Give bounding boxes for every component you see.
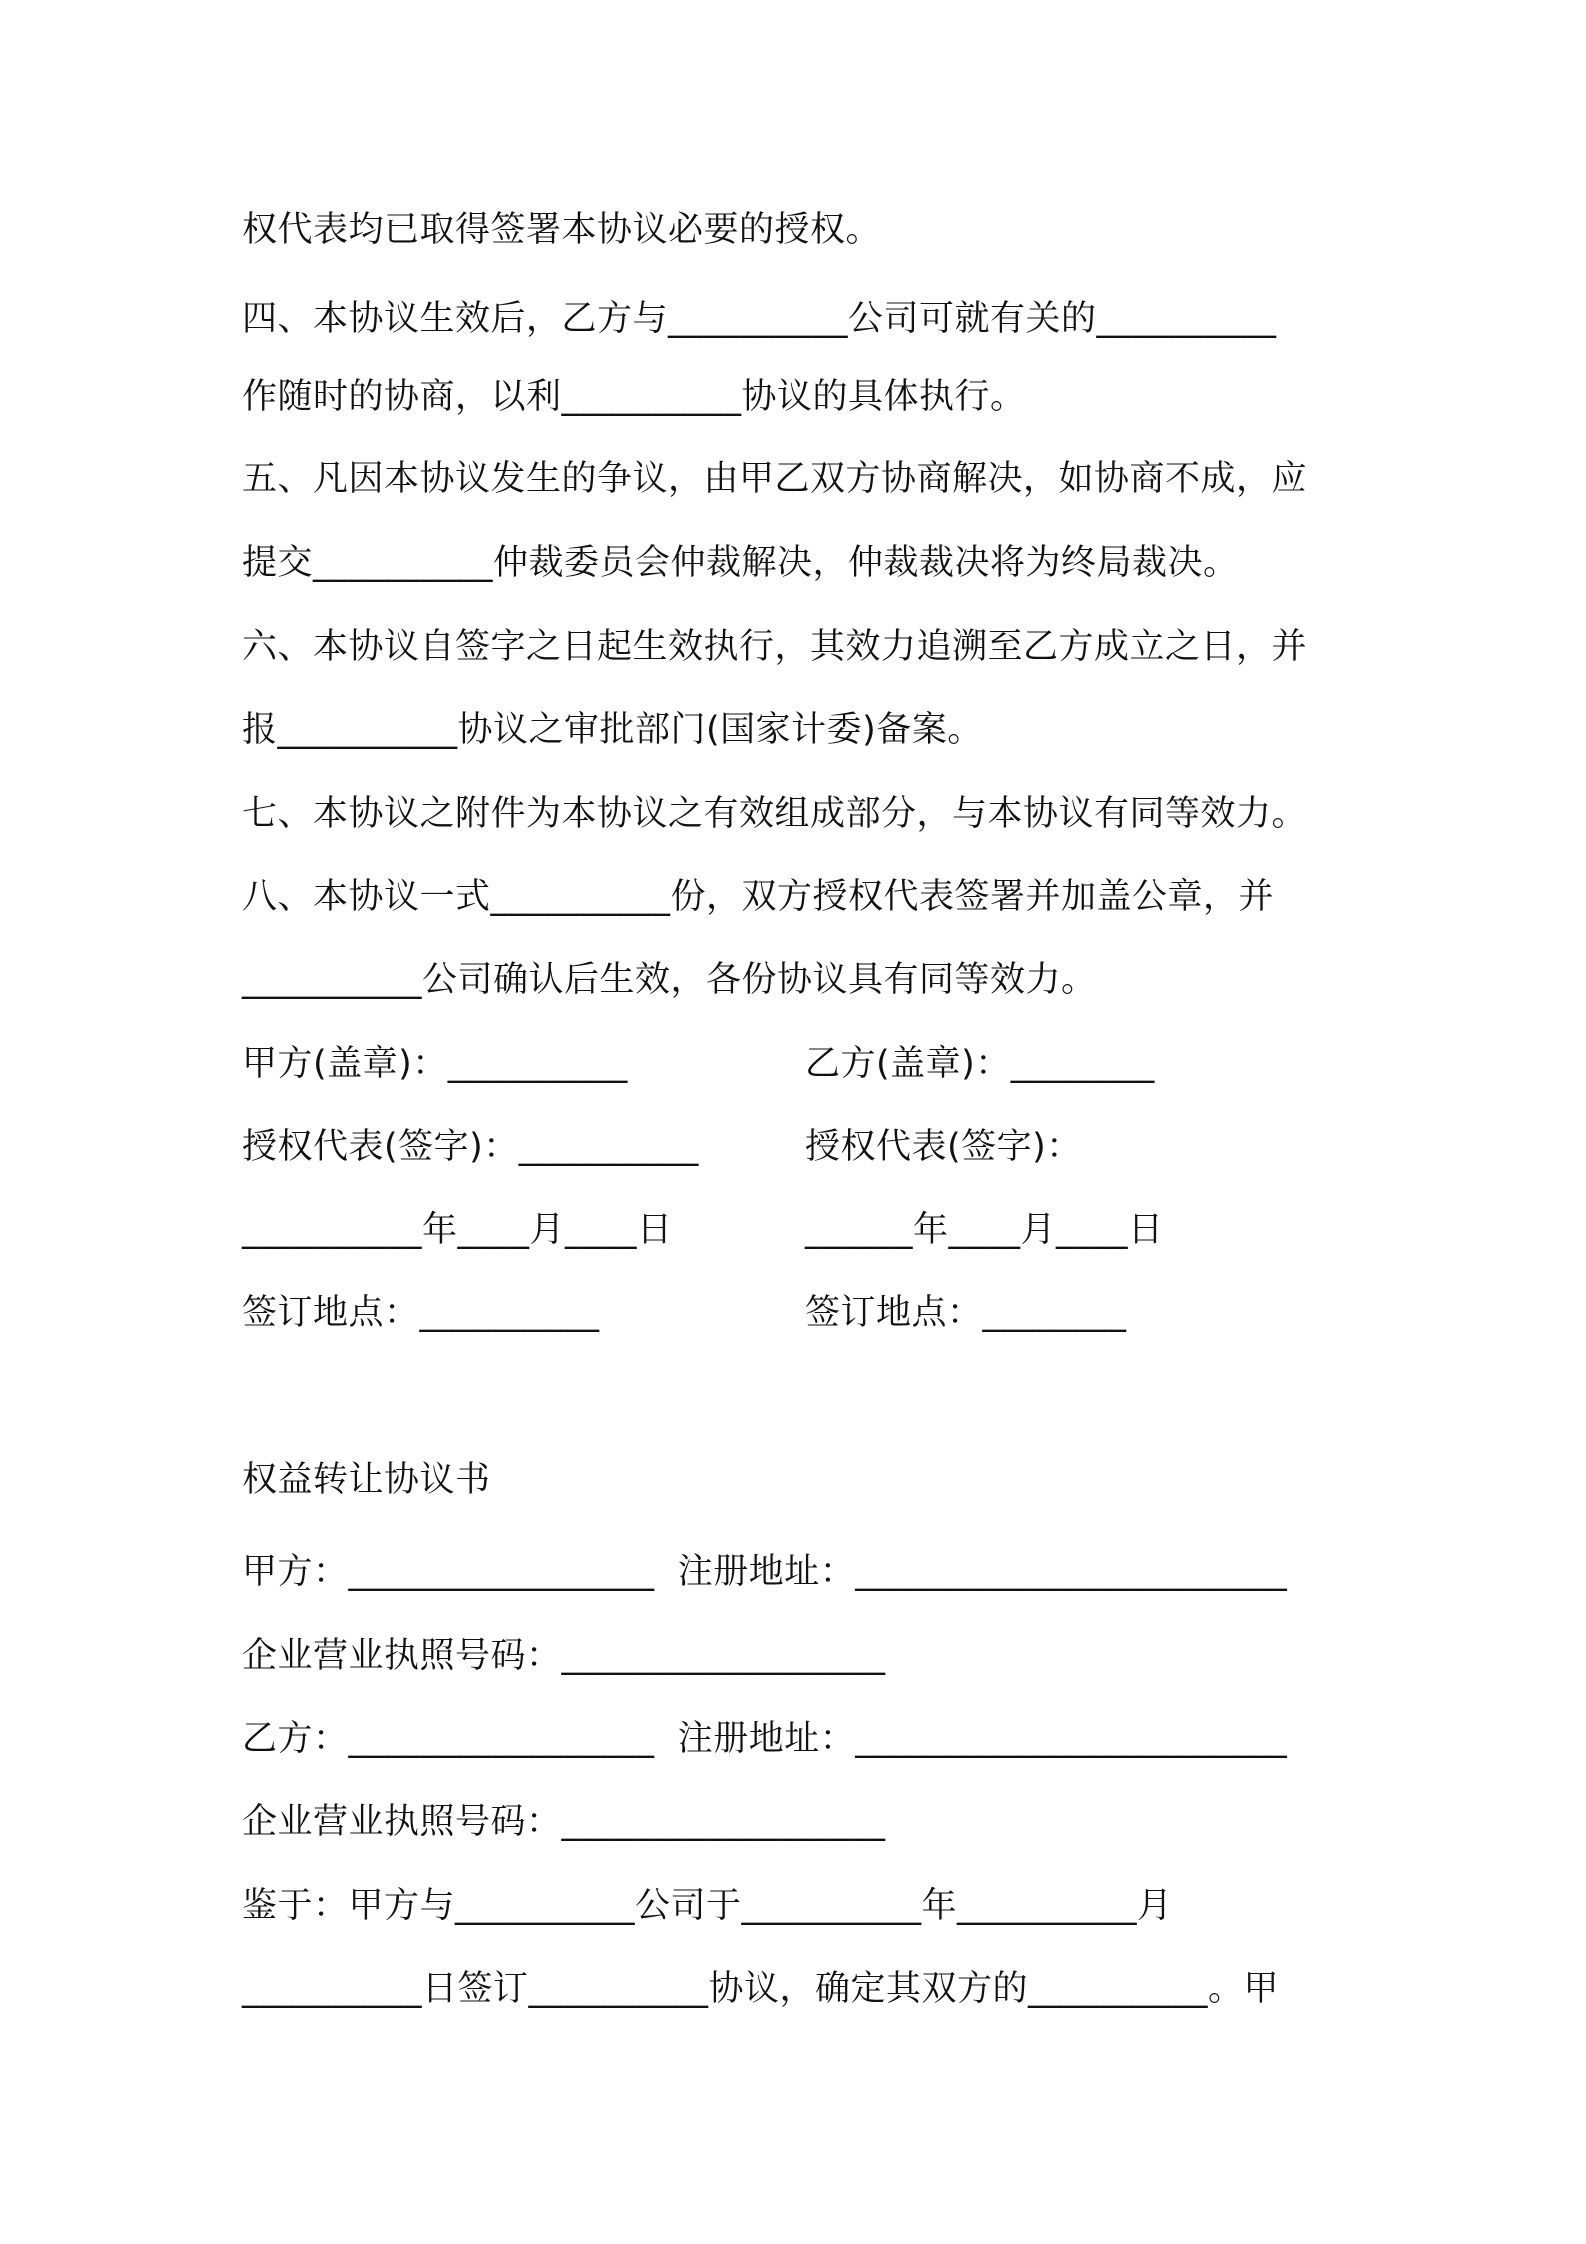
party-b-seal-field: 乙方(盖章)：________: [805, 1044, 1155, 1084]
clause-5-line-1: 五、凡因本协议发生的争议，由甲乙双方协商解决，如协商不成，应: [242, 459, 1308, 499]
clause-6-line-1: 六、本协议自签字之日起生效执行，其效力追溯至乙方成立之日，并: [242, 627, 1308, 667]
party-b-place-field: 签订地点：________: [805, 1293, 1127, 1333]
agreement-title: 权益转让协议书: [242, 1460, 491, 1500]
clause-3-continuation: 权代表均已取得签署本协议必要的授权。: [242, 210, 882, 250]
party-a-line: 甲方：_________________ 注册地址：________________________: [242, 1552, 1288, 1592]
party-b-line: 乙方：_________________ 注册地址：________________________: [242, 1719, 1288, 1759]
clause-6-line-2: 报__________协议之审批部门(国家计委)备案。: [242, 710, 983, 750]
party-b-date-field: ______年____月____日: [805, 1210, 1164, 1250]
party-b-rep-field: 授权代表(签字)：: [805, 1127, 1082, 1167]
party-a-place-field: 签订地点：__________: [242, 1293, 600, 1333]
clause-7: 七、本协议之附件为本协议之有效组成部分，与本协议有同等效力。: [242, 794, 1308, 834]
party-a-date-field: __________年____月____日: [242, 1210, 673, 1250]
clause-8-line-1: 八、本协议一式__________份，双方授权代表签署并加盖公章，并: [242, 877, 1275, 917]
party-a-license-line: 企业营业执照号码：__________________: [242, 1636, 886, 1676]
recital-line-2: __________日签订__________协议，确定其双方的__________。甲: [242, 1969, 1280, 2009]
clause-4-line-1: 四、本协议生效后，乙方与__________公司可就有关的__________: [242, 299, 1277, 339]
recital-line-1: 鉴于：甲方与__________公司于__________年__________月: [242, 1886, 1173, 1926]
party-a-rep-field: 授权代表(签字)：__________: [242, 1127, 699, 1167]
clause-5-line-2: 提交__________仲裁委员会仲裁解决，仲裁裁决将为终局裁决。: [242, 543, 1239, 583]
party-a-seal-field: 甲方(盖章)：__________: [242, 1044, 628, 1084]
clause-4-line-2: 作随时的协商，以利__________协议的具体执行。: [242, 377, 1026, 417]
party-b-license-line: 企业营业执照号码：__________________: [242, 1802, 886, 1842]
clause-8-line-2: __________公司确认后生效，各份协议具有同等效力。: [242, 960, 1097, 1000]
